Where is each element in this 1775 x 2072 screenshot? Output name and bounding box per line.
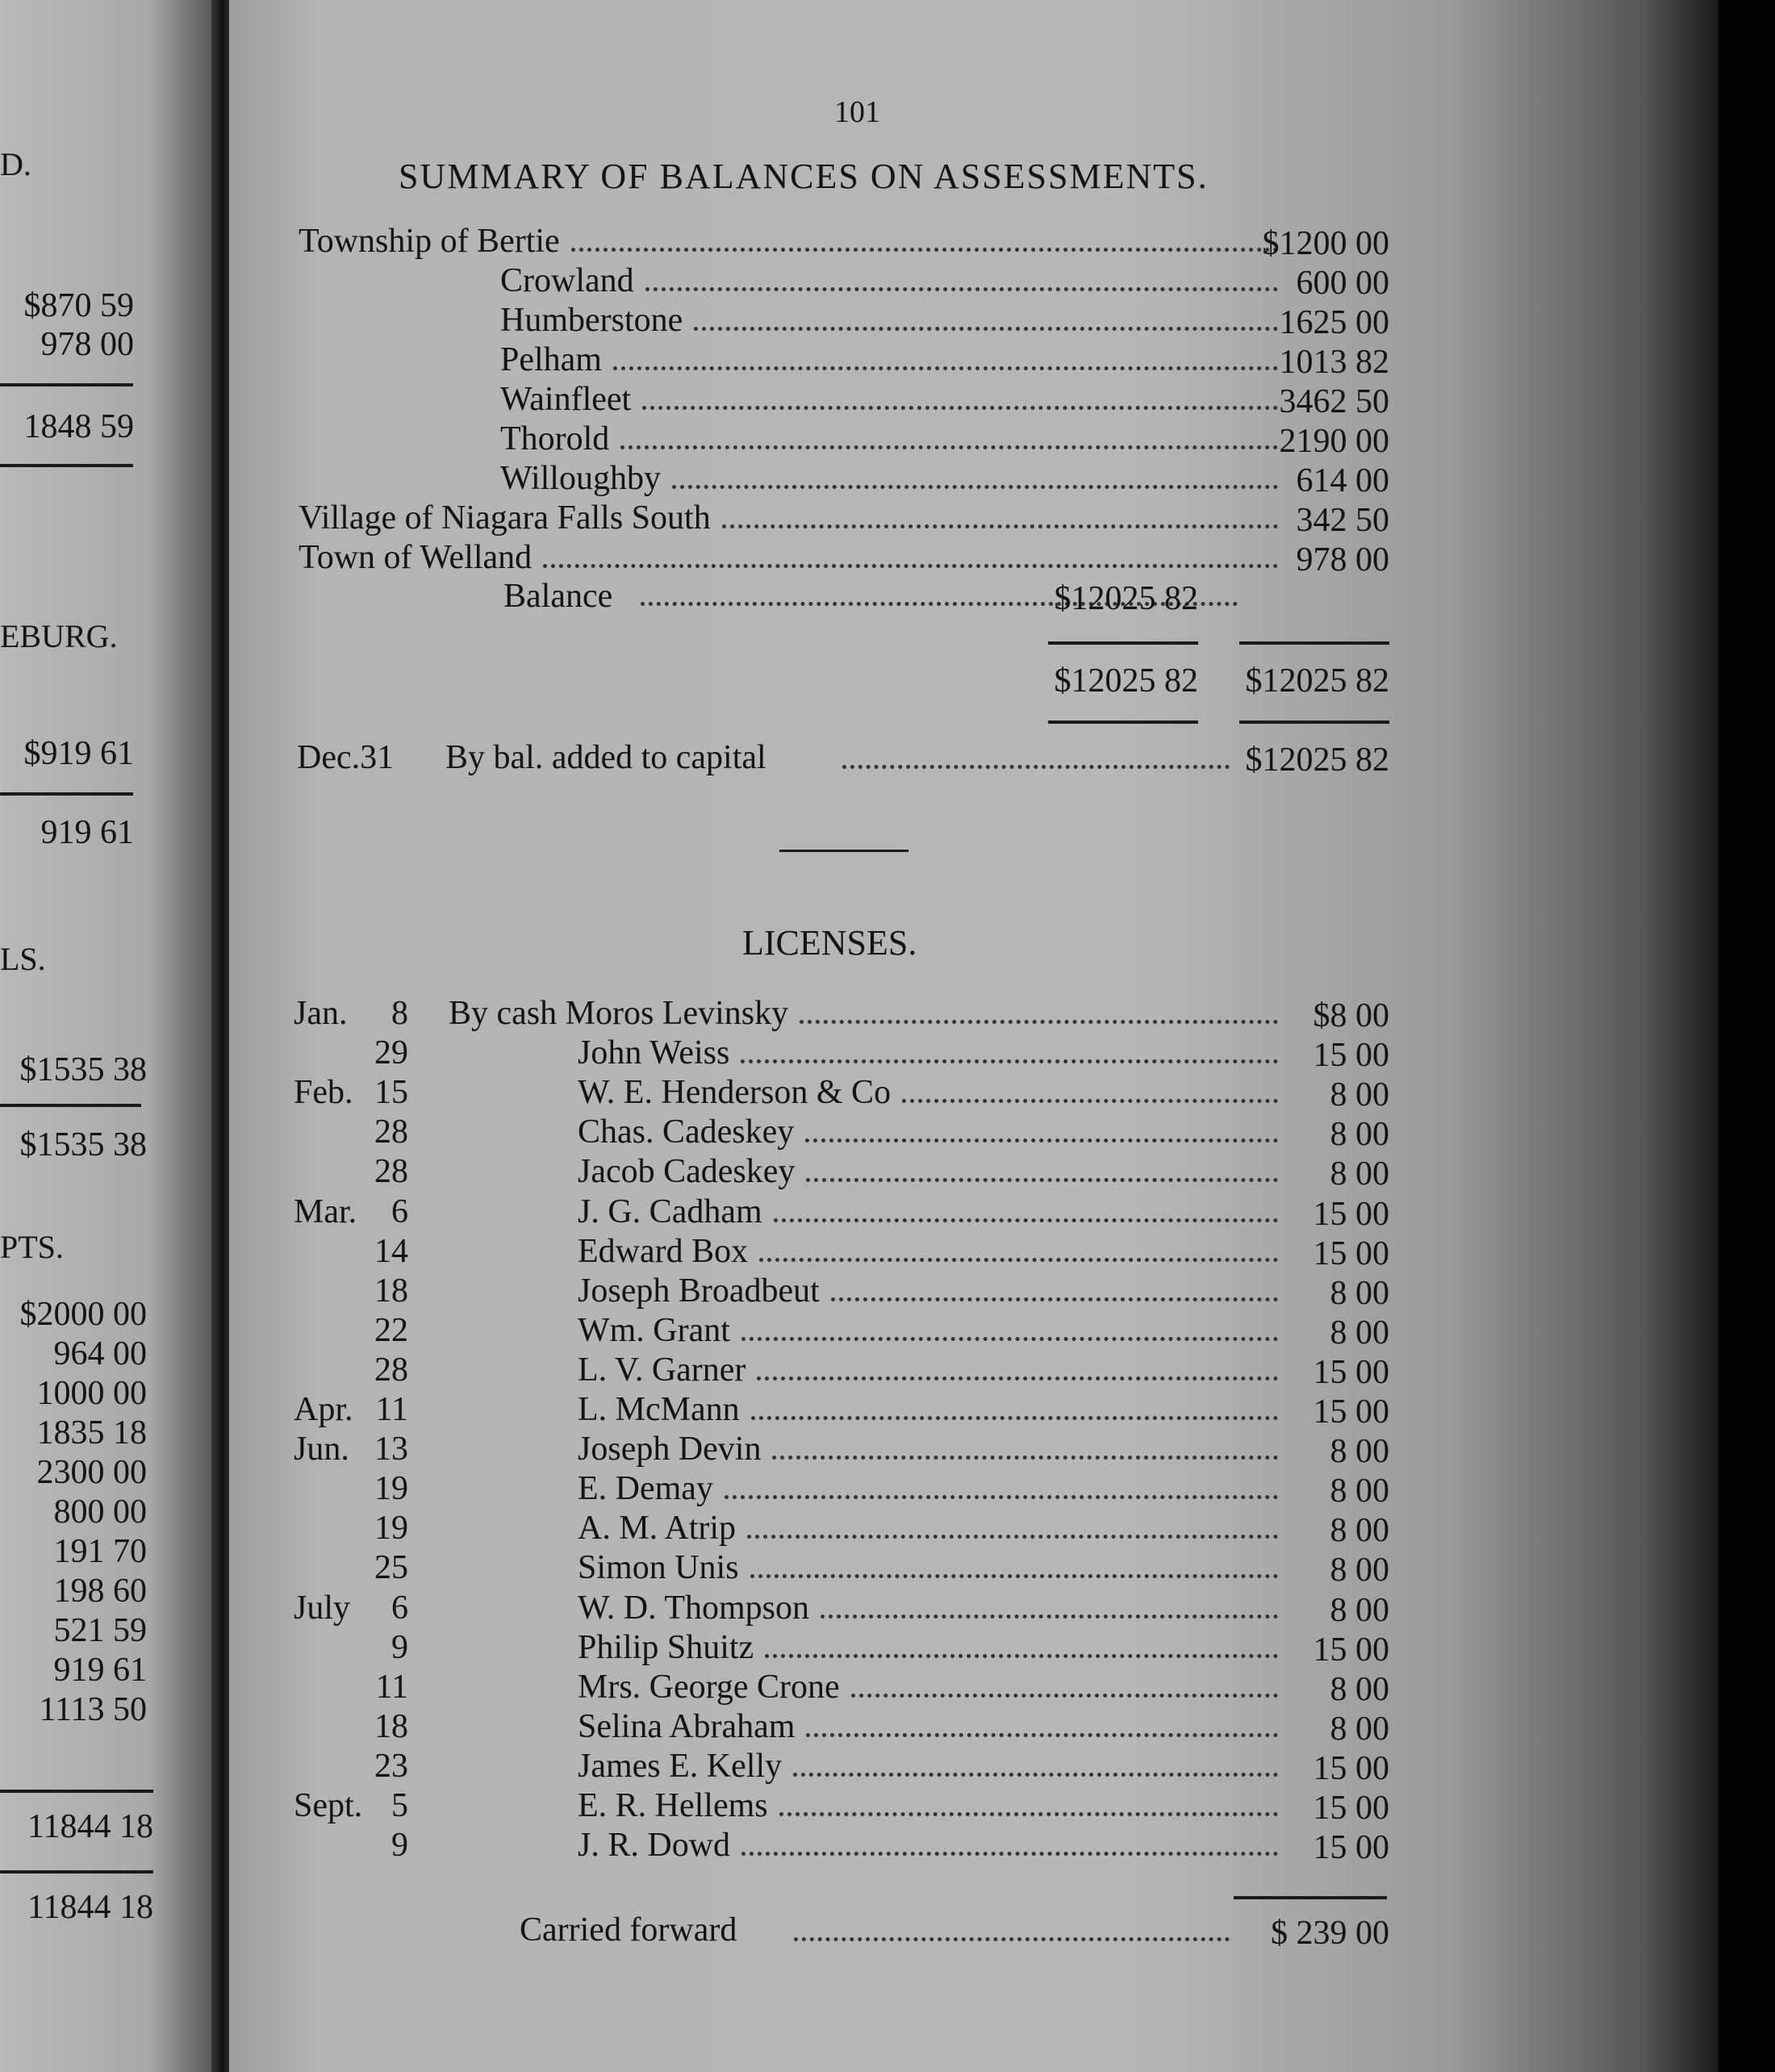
balance-label: Balance <box>503 578 613 615</box>
left-amount: 964 00 <box>53 1335 147 1372</box>
left-header-1: D. <box>0 146 31 182</box>
left-total: 11844 18 <box>27 1808 153 1845</box>
license-name: James E. Kelly <box>578 1748 783 1785</box>
leader-dots <box>800 1015 1278 1024</box>
left-amount: 919 61 <box>53 1652 147 1689</box>
license-day: 29 <box>374 1034 408 1072</box>
leader-dots <box>772 1451 1278 1460</box>
summary-row-amount: 1625 00 <box>1279 304 1389 341</box>
leader-dots <box>571 243 1278 252</box>
left-amount: 978 00 <box>40 326 134 363</box>
license-day: 18 <box>374 1708 408 1745</box>
license-name: Simon Unis <box>578 1549 739 1586</box>
summary-row-label: Humberstone <box>500 302 683 339</box>
leader-dots <box>779 1807 1278 1816</box>
license-day: 22 <box>374 1312 408 1349</box>
leader-dots <box>774 1214 1278 1222</box>
balance-amount: $12025 82 <box>1054 580 1198 617</box>
license-amount: 8 00 <box>1330 1512 1389 1549</box>
license-amount: 15 00 <box>1313 1354 1389 1391</box>
license-name: John Weiss <box>578 1034 730 1072</box>
dec-date: Dec.31 <box>297 739 395 776</box>
page-number: 101 <box>834 95 880 129</box>
carried-rule <box>1234 1896 1387 1899</box>
license-amount: 8 00 <box>1330 1076 1389 1113</box>
leader-dots <box>741 1055 1278 1063</box>
leader-dots <box>806 1728 1278 1737</box>
left-rule <box>0 792 133 796</box>
leader-dots <box>805 1134 1278 1143</box>
license-amount: 8 00 <box>1330 1314 1389 1351</box>
leader-dots <box>741 1847 1278 1856</box>
license-amount: 8 00 <box>1330 1592 1389 1629</box>
left-amount: 800 00 <box>53 1493 147 1531</box>
license-amount: 15 00 <box>1313 1790 1389 1827</box>
section-divider <box>779 850 908 852</box>
license-name: L. McMann <box>578 1391 740 1428</box>
license-amount: 8 00 <box>1330 1552 1389 1589</box>
license-amount: 15 00 <box>1313 1393 1389 1431</box>
leader-dots <box>751 1411 1278 1420</box>
license-amount: 8 00 <box>1330 1711 1389 1748</box>
license-month: Jun. <box>294 1431 349 1468</box>
leader-dots <box>725 1490 1278 1499</box>
leader-dots <box>722 520 1278 528</box>
leader-dots <box>793 1768 1278 1777</box>
left-rule <box>0 383 133 386</box>
carried-forward-label: Carried forward <box>520 1911 737 1949</box>
left-amount: 191 70 <box>53 1533 147 1570</box>
license-month: Mar. <box>294 1193 357 1230</box>
leader-dots <box>645 282 1278 291</box>
license-amount: $8 00 <box>1313 997 1389 1034</box>
summary-row-label: Thorold <box>500 420 610 457</box>
leader-dots <box>747 1530 1278 1539</box>
dec-label: By bal. added to capital <box>445 739 766 776</box>
license-day: 15 <box>374 1074 408 1111</box>
leader-dots <box>806 1173 1278 1182</box>
left-total: $1535 38 <box>19 1126 147 1163</box>
license-month: Feb. <box>294 1074 353 1111</box>
license-name: Mrs. George Crone <box>578 1669 840 1706</box>
leader-dots <box>831 1293 1278 1301</box>
license-amount: 15 00 <box>1313 1829 1389 1866</box>
license-day: 8 <box>391 995 408 1032</box>
leader-dots <box>672 480 1278 489</box>
total-right: $12025 82 <box>1245 662 1389 700</box>
carried-forward-amount: $ 239 00 <box>1271 1915 1389 1952</box>
license-name: Joseph Devin <box>578 1431 762 1468</box>
license-name: J. G. Cadham <box>578 1193 762 1230</box>
left-amount: 1835 18 <box>36 1414 147 1452</box>
book-gutter <box>211 0 229 2072</box>
license-day: 13 <box>374 1431 408 1468</box>
license-amount: 8 00 <box>1330 1433 1389 1470</box>
left-total: 919 61 <box>40 814 134 851</box>
summary-row-amount: 3462 50 <box>1279 383 1389 420</box>
license-name: L. V. Garner <box>578 1351 746 1389</box>
license-amount: 8 00 <box>1330 1473 1389 1510</box>
license-day: 23 <box>374 1748 408 1785</box>
left-amount: $1535 38 <box>19 1051 147 1088</box>
license-month: Jan. <box>294 995 348 1032</box>
summary-row-label: Wainfleet <box>500 381 632 418</box>
license-amount: 15 00 <box>1313 1235 1389 1272</box>
license-name: By cash Moros Levinsky <box>449 995 789 1032</box>
leader-dots <box>757 1372 1278 1381</box>
summary-row-label: Town of Welland <box>299 539 532 576</box>
left-header-4: PTS. <box>0 1229 64 1265</box>
summary-row-amount: 978 00 <box>1296 541 1389 579</box>
left-rule <box>0 464 133 467</box>
dec-amount: $12025 82 <box>1245 741 1389 779</box>
total-rule <box>1048 641 1198 645</box>
leader-dots <box>759 1253 1278 1262</box>
licenses-title: LICENSES. <box>742 923 917 963</box>
summary-row-amount: 1013 82 <box>1279 344 1389 381</box>
summary-row-label: Willoughby <box>500 460 661 497</box>
leader-dots <box>821 1610 1278 1619</box>
license-month: July <box>294 1590 351 1627</box>
right-page <box>229 0 1719 2072</box>
license-day: 9 <box>391 1629 408 1666</box>
license-day: 28 <box>374 1153 408 1190</box>
total-left: $12025 82 <box>1054 662 1198 700</box>
license-name: W. E. Henderson & Co <box>578 1074 892 1111</box>
left-amount: 521 59 <box>53 1612 147 1649</box>
left-amount: $919 61 <box>23 735 134 772</box>
leader-dots <box>842 760 1230 769</box>
license-amount: 15 00 <box>1313 1037 1389 1074</box>
leader-dots <box>543 559 1278 568</box>
left-amount: 2300 00 <box>36 1454 147 1491</box>
leader-dots <box>613 361 1278 370</box>
license-name: Joseph Broadbeut <box>578 1272 820 1310</box>
left-page-fragment <box>0 0 211 2072</box>
summary-row-amount: 614 00 <box>1296 462 1389 499</box>
left-rule <box>0 1870 153 1874</box>
license-day: 25 <box>374 1549 408 1586</box>
license-day: 28 <box>374 1113 408 1151</box>
license-name: Chas. Cadeskey <box>578 1113 795 1151</box>
license-amount: 8 00 <box>1330 1155 1389 1193</box>
leader-dots <box>851 1689 1278 1698</box>
leader-dots <box>694 322 1278 331</box>
leader-dots <box>794 1932 1230 1941</box>
leader-dots <box>750 1569 1278 1578</box>
summary-row-amount: $1200 00 <box>1262 225 1389 262</box>
left-total: 1848 59 <box>23 408 134 445</box>
license-name: J. R. Dowd <box>578 1827 731 1864</box>
leader-dots <box>902 1094 1278 1103</box>
license-amount: 15 00 <box>1313 1196 1389 1233</box>
license-day: 6 <box>391 1590 408 1627</box>
license-amount: 15 00 <box>1313 1631 1389 1669</box>
leader-dots <box>765 1649 1278 1658</box>
license-name: E. R. Hellems <box>578 1787 768 1824</box>
left-amount: $2000 00 <box>19 1296 147 1333</box>
license-day: 18 <box>374 1272 408 1310</box>
left-rule <box>0 1104 141 1107</box>
license-day: 9 <box>391 1827 408 1864</box>
leader-dots <box>642 401 1278 410</box>
license-day: 6 <box>391 1193 408 1230</box>
license-day: 11 <box>375 1669 408 1706</box>
license-month: Sept. <box>294 1787 363 1824</box>
license-name: Selina Abraham <box>578 1708 796 1745</box>
license-day: 5 <box>391 1787 408 1824</box>
leader-dots <box>620 441 1278 449</box>
left-amount: $870 59 <box>23 287 134 324</box>
license-month: Apr. <box>294 1391 353 1428</box>
license-day: 19 <box>374 1470 408 1507</box>
summary-row-amount: 342 50 <box>1296 502 1389 539</box>
summary-row-amount: 600 00 <box>1296 265 1389 302</box>
license-day: 11 <box>375 1391 408 1428</box>
left-amount: 1113 50 <box>39 1691 147 1728</box>
license-day: 14 <box>374 1233 408 1270</box>
license-amount: 8 00 <box>1330 1275 1389 1312</box>
license-name: Jacob Cadeskey <box>578 1153 796 1190</box>
license-name: A. M. Atrip <box>578 1510 737 1547</box>
summary-row-label: Crowland <box>500 262 634 299</box>
license-day: 19 <box>374 1510 408 1547</box>
left-rule <box>0 1790 153 1793</box>
left-total: 11844 18 <box>27 1889 153 1926</box>
summary-title: SUMMARY OF BALANCES ON ASSESSMENTS. <box>399 157 1209 196</box>
left-amount: 198 60 <box>53 1573 147 1610</box>
summary-row-amount: 2190 00 <box>1279 423 1389 460</box>
summary-row-label: Village of Niagara Falls South <box>299 499 711 537</box>
total-double-rule <box>1239 721 1389 724</box>
license-name: W. D. Thompson <box>578 1590 810 1627</box>
license-amount: 8 00 <box>1330 1116 1389 1153</box>
left-header-3: LS. <box>0 941 46 977</box>
left-amount: 1000 00 <box>36 1375 147 1412</box>
book-edge-shadow <box>1719 0 1775 2072</box>
summary-row-label: Township of Bertie <box>299 223 560 260</box>
summary-row-label: Pelham <box>500 341 602 378</box>
total-double-rule <box>1048 721 1198 724</box>
leader-dots <box>741 1332 1278 1341</box>
license-amount: 15 00 <box>1313 1750 1389 1787</box>
license-name: Edward Box <box>578 1233 749 1270</box>
license-name: Philip Shuitz <box>578 1629 754 1666</box>
license-amount: 8 00 <box>1330 1671 1389 1708</box>
total-rule <box>1239 641 1389 645</box>
license-name: E. Demay <box>578 1470 713 1507</box>
left-header-2: EBURG. <box>0 618 118 654</box>
license-day: 28 <box>374 1351 408 1389</box>
license-name: Wm. Grant <box>578 1312 730 1349</box>
